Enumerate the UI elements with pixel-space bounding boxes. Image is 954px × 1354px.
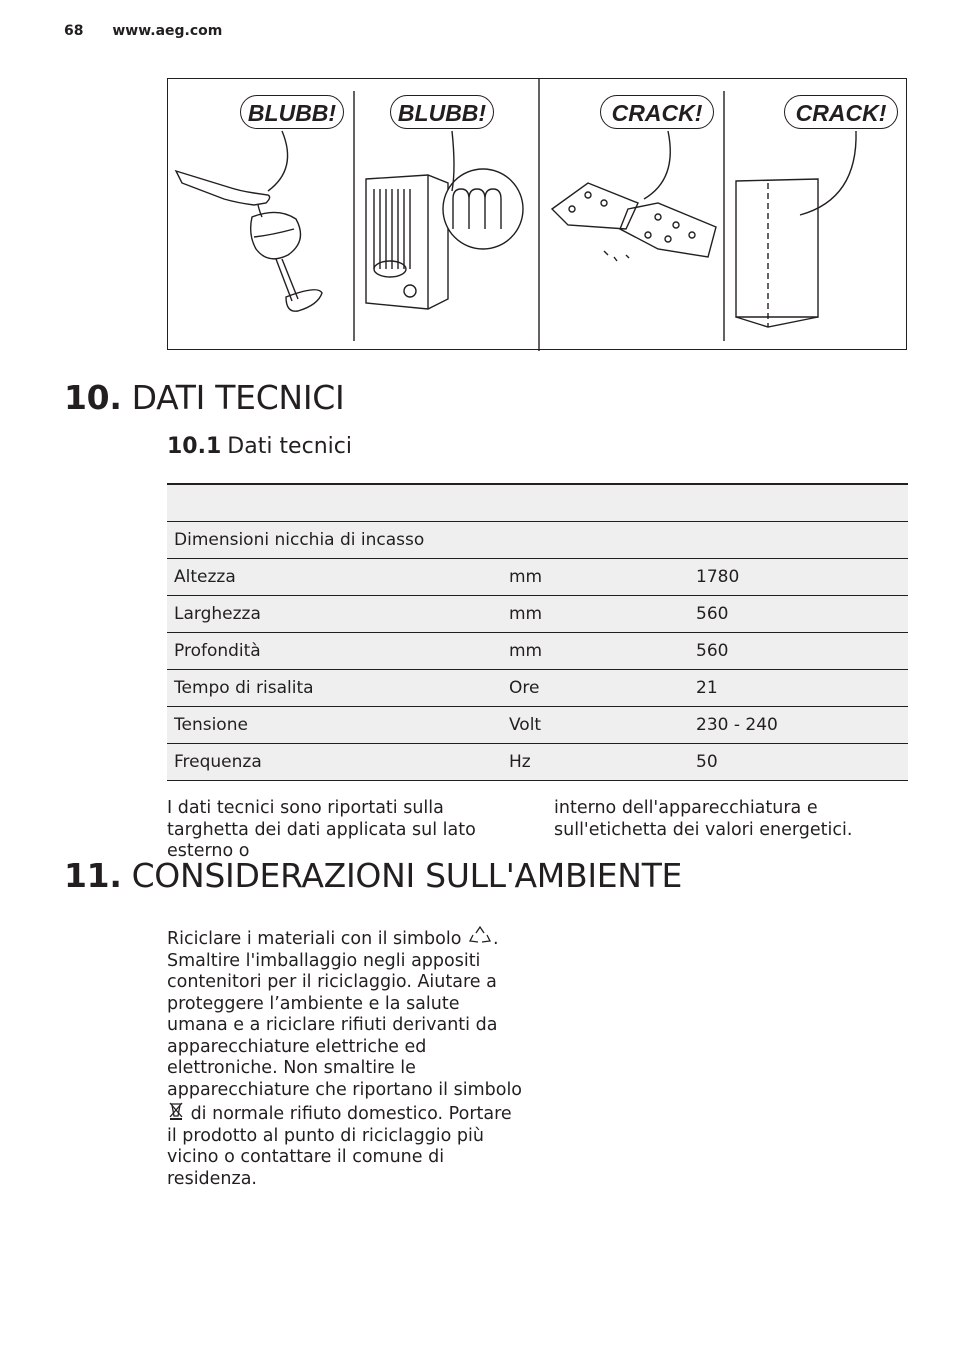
blubb-bubble-2: BLUBB! xyxy=(390,95,494,129)
table-row: Altezza mm 1780 xyxy=(167,559,908,596)
fridge-icon xyxy=(736,179,818,327)
fridge-coil-icon xyxy=(366,169,523,309)
technical-data-table xyxy=(167,483,908,781)
section-10-heading: 10. DATI TECNICI xyxy=(64,378,345,417)
ice-tray-icon xyxy=(552,183,716,261)
tech-note-col1: I dati tecnici sono riportati sulla targhetta dei dati applicata sul lato esterno o xyxy=(167,798,476,861)
table-header-cell xyxy=(167,484,908,522)
env-text-1: Riciclare i materiali con il simbolo xyxy=(167,929,462,949)
table-group-label: Dimensioni nicchia di incasso xyxy=(167,522,908,559)
section-10-1-heading: 10.1 Dati tecnici xyxy=(167,434,352,459)
env-text-2: . Smaltire l'imballaggio negli appositi contenitori per il riciclaggio. Aiutare a proteggere l’ambiente e la salute umana e a riciclare rifiuti derivanti da apparecchiature elettriche ed elettroniche. Non smaltire le apparecchiature che riportano il simbolo xyxy=(167,929,523,1100)
table-row: Larghezza mm 560 xyxy=(167,596,908,633)
crossed-bin-icon xyxy=(167,1101,185,1121)
page-number: 68 xyxy=(64,23,84,39)
table-row: Frequenza Hz 50 xyxy=(167,744,908,781)
tech-note-col2: interno dell'apparecchiatura e sull'etichetta dei valori energetici. xyxy=(554,798,853,840)
table-row: Tempo di risalita Ore 21 xyxy=(167,670,908,707)
table-group-row xyxy=(167,522,908,559)
wine-glass-icon xyxy=(176,171,322,311)
table-row: Profondità mm 560 xyxy=(167,633,908,670)
table-row: Tensione Volt 230 - 240 xyxy=(167,707,908,744)
crack-bubble-2: CRACK! xyxy=(784,95,898,129)
env-text-3: di normale rifiuto domestico. Portare il prodotto al punto di riciclaggio più vicino o contattare il comune di residenza. xyxy=(167,1104,512,1189)
recycle-icon xyxy=(467,924,493,946)
noise-illustration xyxy=(167,78,907,350)
crack-bubble-1: CRACK! xyxy=(600,95,714,129)
website: www.aeg.com xyxy=(112,23,223,39)
environment-paragraph xyxy=(167,924,523,1190)
table-header-row xyxy=(167,484,908,522)
blubb-bubble-1: BLUBB! xyxy=(240,95,344,129)
section-11-heading: 11. CONSIDERAZIONI SULL'AMBIENTE xyxy=(64,856,683,895)
page-header xyxy=(64,23,222,39)
